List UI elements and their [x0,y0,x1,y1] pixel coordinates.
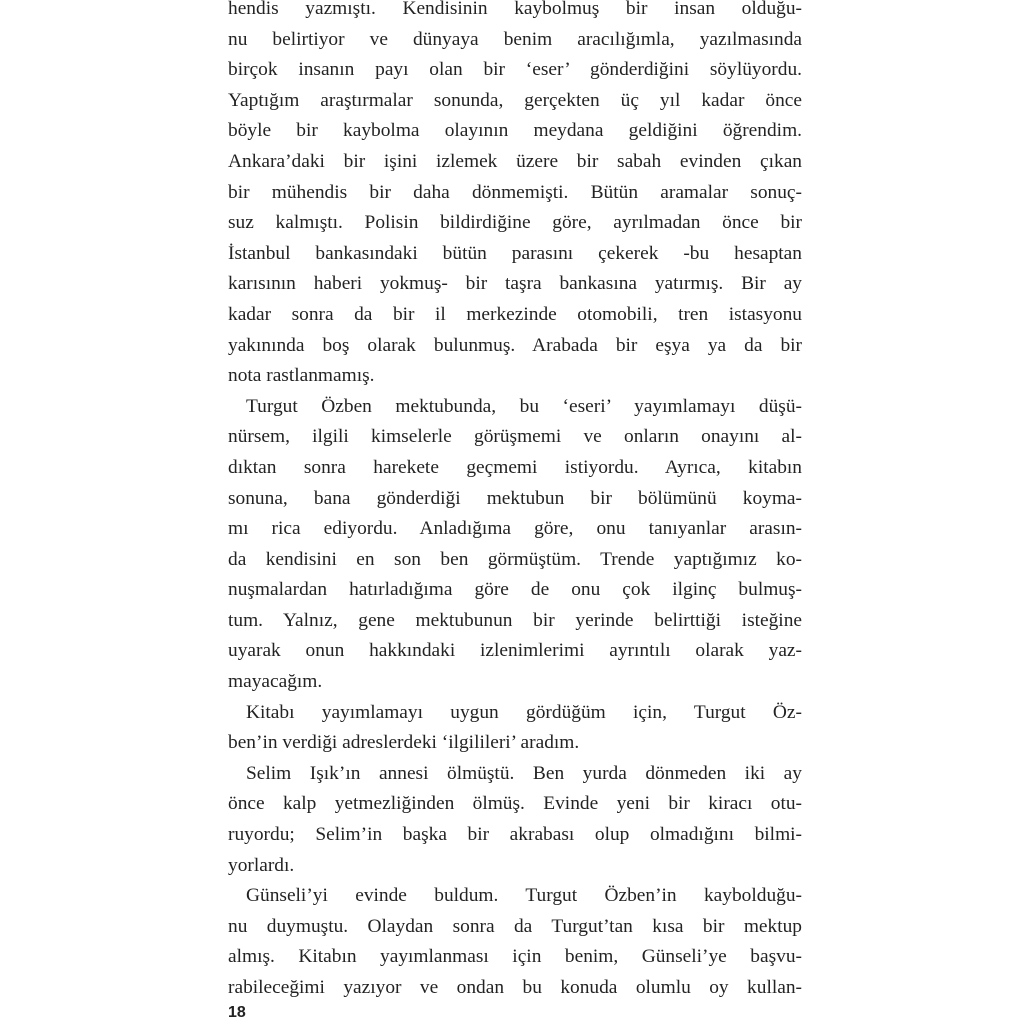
text-line: Yaptığım araştırmalar sonunda, gerçekten üç yıl kadar önce [228,89,802,111]
body-text [228,0,802,1004]
text-line: yakınında boş olarak bulunmuş. Arabada bir eşya ya da bir [228,334,802,356]
text-line: mı rica ediyordu. Anladığıma göre, onu tanıyanlar arasın- [228,518,802,540]
text-line: da kendisini en son ben görmüştüm. Trende yaptığımız ko- [228,548,802,570]
text-line: nota rastlanmamış. [228,365,375,387]
text-line: nürsem, ilgili kimselerle görüşmemi ve onların onayını al- [228,426,802,448]
text-line: Kitabı yayımlamayı uygun gördüğüm için, Turgut Öz- [246,701,802,723]
text-line: ruyordu; Selim’in başka bir akrabası olup olmadığını bilmi- [228,824,802,846]
text-line: sonuna, bana gönderdiği mektubun bir bölümünü koyma- [228,487,802,509]
text-line: dıktan sonra harekete geçmemi istiyordu. Ayrıca, kitabın [228,456,802,478]
text-line: mayacağım. [228,671,323,693]
text-line: yorlardı. [228,854,295,876]
paragraph [228,392,802,698]
text-line: karısının haberi yokmuş- bir taşra bankasına yatırmış. Bir ay [228,273,802,295]
text-line: ben’in verdiği adreslerdeki ‘ilgilileri’ aradım. [228,732,580,754]
page-number: 18 [228,1004,246,1021]
text-line: suz kalmıştı. Polisin bildirdiğine göre, ayrılmadan önce bir [228,212,802,234]
text-line: almış. Kitabın yayımlanması için benim, Günseli’ye başvu- [228,946,802,968]
text-line: nuşmalardan hatırladığıma göre de onu çok ilginç bulmuş- [228,579,802,601]
text-line: Günseli’yi evinde buldum. Turgut Özben’in kaybolduğu- [246,885,802,907]
text-line: uyarak onun hakkındaki izlenimlerimi ayrıntılı olarak yaz- [228,640,802,662]
paragraph [228,698,802,759]
text-line: nu belirtiyor ve dünyaya benim aracılığımla, yazılmasında [228,28,802,50]
text-line: Turgut Özben mektubunda, bu ‘eseri’ yayımlamayı düşü- [246,395,802,417]
text-line: önce kalp yetmezliğinden ölmüş. Evinde yeni bir kiracı otu- [228,793,802,815]
text-line: nu duymuştu. Olaydan sonra da Turgut’tan kısa bir mektup [228,915,802,937]
paragraph [228,0,802,392]
text-line: rabileceğimi yazıyor ve ondan bu konuda olumlu oy kullan- [228,977,802,998]
text-line: hendis yazmıştı. Kendisinin kaybolmuş bir insan olduğu- [228,0,802,19]
text-line: Ankara’daki bir işini izlemek üzere bir sabah evinden çıkan [228,150,802,172]
text-line: birçok insanın payı olan bir ‘eser’ gönderdiğini söylüyordu. [228,59,802,81]
text-line: bir mühendis bir daha dönmemişti. Bütün aramalar sonuç- [228,181,802,203]
paragraph [228,881,802,1003]
text-line: Selim Işık’ın annesi ölmüştü. Ben yurda dönmeden iki ay [246,762,802,784]
text-line: kadar sonra da bir il merkezinde otomobili, tren istasyonu [228,303,802,325]
text-line: böyle bir kaybolma olayının meydana geldiğini öğrendim. [228,120,802,142]
paragraph [228,759,802,881]
text-line: tum. Yalnız, gene mektubunun bir yerinde belirttiği isteğine [228,609,802,631]
text-line: İstanbul bankasındaki bütün parasını çekerek -bu hesaptan [228,242,802,264]
